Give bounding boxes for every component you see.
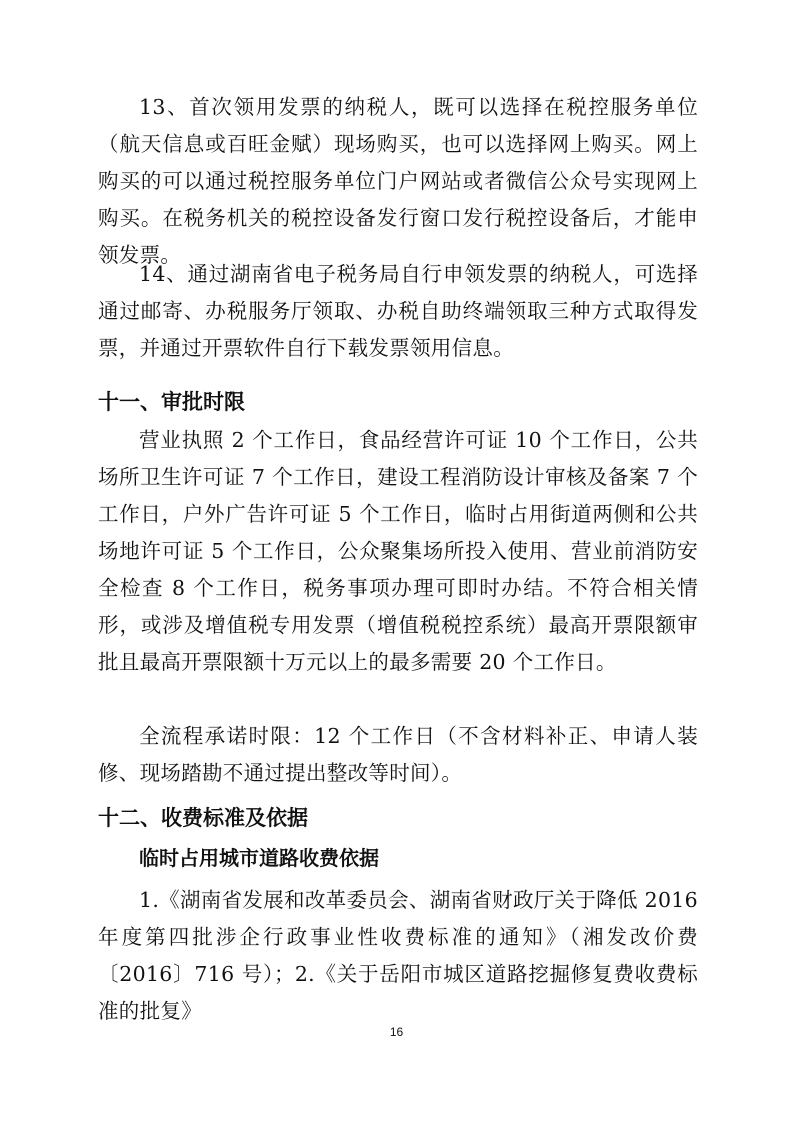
paragraph-fee-basis-documents: 1.《湖南省发展和改革委员会、湖南省财政厅关于降低 2016 年度第四批涉企行政事业性收费标准的通知》（湘发改价费〔2016〕716 号）；2.《关于岳阳市城区道路挖掘修复费收费标准的批复》 — [98, 888, 698, 1023]
paragraph-full-process-commitment: 全流程承诺时限：12 个工作日（不含材料补正、申请人装修、现场踏勘不通过提出整改等时间）。 — [98, 724, 698, 785]
paragraph-item-13: 13、首次领用发票的纳税人，既可以选择在税控服务单位（航天信息或百旺金赋）现场购买，也可以选择网上购买。网上购买的可以通过税控服务单位门户网站或者微信公众号实现网上购买。在税务机关的税控设备发行窗口发行税控设备后，才能申领发票。 — [98, 95, 698, 267]
paragraph-item-14: 14、通过湖南省电子税务局自行申领发票的纳税人，可选择通过邮寄、办税服务厅领取、办税自助终端领取三种方式取得发票，并通过开票软件自行下载发票领用信息。 — [98, 262, 698, 360]
paragraph-approval-time-limits: 营业执照 2 个工作日，食品经营许可证 10 个工作日，公共场所卫生许可证 7 个工作日，建设工程消防设计审核及备案 7 个工作日，户外广告许可证 5 个工作日，临时占用街道两侧和公共场地许可证 5 个工作日，公众聚集场所投入使用、营业前消防安全检查 8 个工作日，税务事项办理可即时办结。不符合相关情形，或涉及增值税专用发票（增值税税控系统）最高开票限额审批且最高开票限额十万元以上的最多需要 20 个工作日。 — [98, 428, 698, 674]
section-heading-approval-time-limit: 十一、审批时限 — [98, 390, 245, 414]
section-heading-fee-standards: 十二、收费标准及依据 — [98, 806, 308, 830]
subheading-road-occupation-fee-basis: 临时占用城市道路收费依据 — [139, 846, 379, 870]
page-number: 16 — [389, 1025, 404, 1039]
